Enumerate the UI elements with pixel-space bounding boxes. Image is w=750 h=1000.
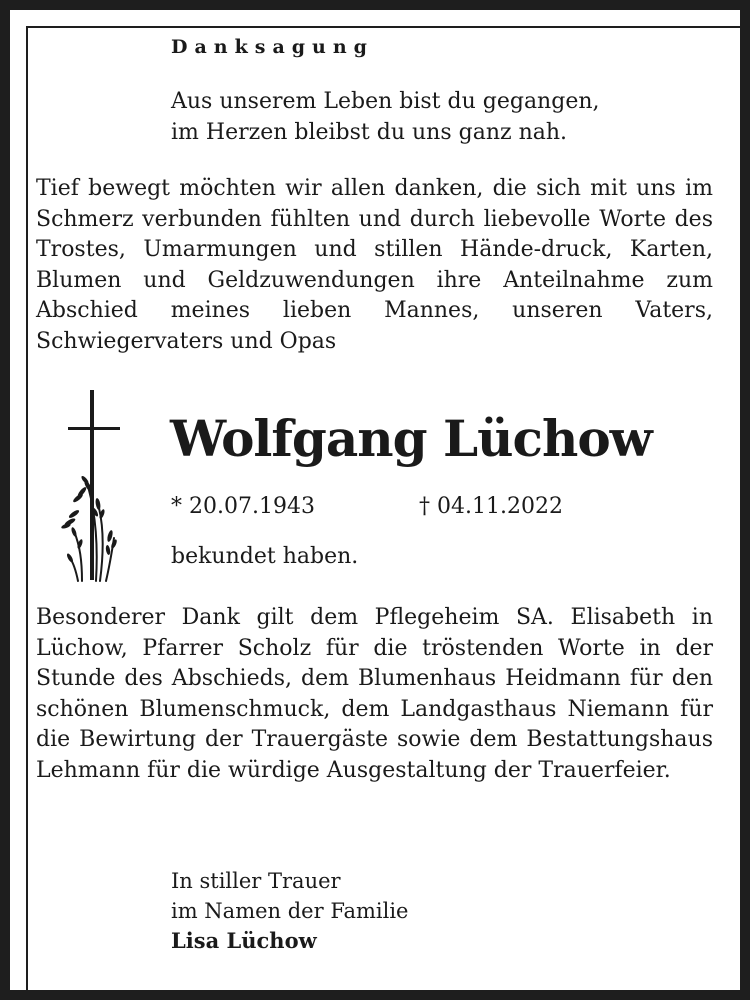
deceased-name: Wolfgang Lüchow xyxy=(170,409,652,468)
intro-line: druck, Karten, Blumen und Geldzuwendungen ihre xyxy=(36,237,714,293)
birth-date: * 20.07.1943 xyxy=(171,494,315,519)
intro-line: unseren Vaters, Schwiegervaters und Opas xyxy=(36,298,713,354)
notice-inner-frame xyxy=(26,26,744,994)
quote-line: im Herzen bleibst du uns ganz nah. xyxy=(171,120,568,145)
memorial-quote xyxy=(171,86,600,148)
death-date: † 04.11.2022 xyxy=(419,494,563,519)
thanks-line: für den schönen Blumenschmuck, dem Landgasthaus xyxy=(36,666,714,722)
heading: Danksagung xyxy=(171,36,374,58)
thanks-line: Niemann für die Bewirtung der Trauergäste sowie dem xyxy=(36,696,713,752)
thanks-line: der Stunde des Abschieds, dem Blumenhaus Heidmann xyxy=(36,635,713,691)
thanks-paragraph xyxy=(36,603,713,786)
thanks-line: Bestattungshaus Lehmann für die würdige Ausgestaltung xyxy=(36,727,713,783)
quote-line: Aus unserem Leben bist du gegangen, xyxy=(171,89,600,114)
intro-paragraph xyxy=(36,174,713,357)
signoff xyxy=(171,866,408,956)
thanks-line: der Trauerfeier. xyxy=(493,757,671,783)
signer-name: Lisa Lüchow xyxy=(171,928,317,953)
intro-line: im Schmerz verbunden fühlten und durch liebevolle xyxy=(36,176,713,232)
thanks-line: Besonderer Dank gilt dem Pflegeheim SA. Elisabeth xyxy=(36,605,676,630)
signoff-line: im Namen der Familie xyxy=(171,899,409,923)
intro-line: Tief bewegt möchten wir allen danken, die sich mit uns xyxy=(36,176,676,201)
cross-with-wheat-icon xyxy=(52,386,132,586)
signoff-line: In stiller Trauer xyxy=(171,869,341,893)
intro-line: Worte des Trostes, Umarmungen und stillen Hände- xyxy=(36,206,713,262)
intro-closing: bekundet haben. xyxy=(171,544,359,569)
intro-line: Anteilnahme zum Abschied meines lieben Mannes, xyxy=(36,267,713,323)
thanks-line: in Lüchow, Pfarrer Scholz für die tröstenden Worte in xyxy=(36,605,713,661)
